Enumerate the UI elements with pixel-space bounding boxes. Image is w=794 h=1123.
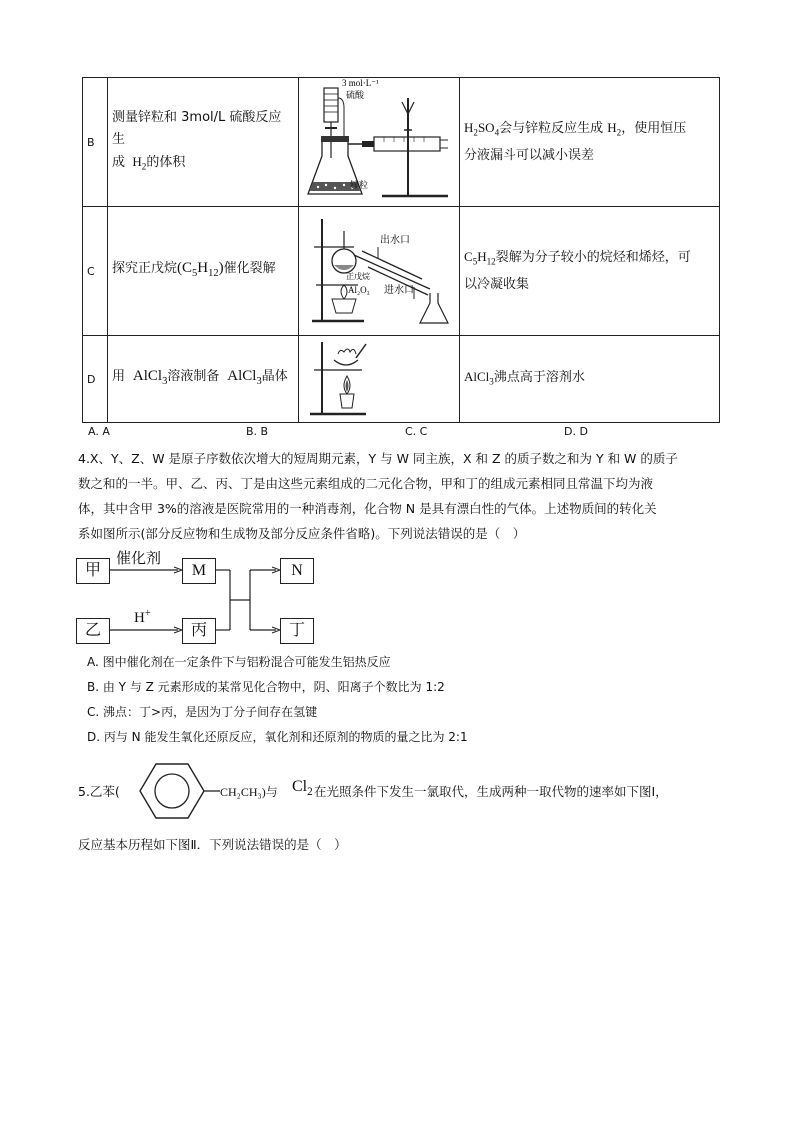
cracking-apparatus-figure	[304, 207, 454, 331]
node-jia: 甲	[76, 558, 110, 584]
concentration-label: 3 mol·L⁻¹	[342, 78, 379, 88]
table-row	[83, 336, 720, 423]
node-yi: 乙	[76, 618, 110, 644]
chlorine-formula: $Cl_2$	[292, 778, 313, 799]
gas-volume-apparatus-figure	[304, 78, 454, 202]
catalyst-label: Al₂O₃	[348, 285, 370, 295]
apparatus-figure-d	[299, 336, 460, 423]
options-table	[82, 77, 720, 423]
q5-text: 在光照条件下发生一氯取代，生成两种一取代物的速率如下图Ⅰ，	[314, 784, 668, 799]
option-a[interactable]: A. A	[88, 425, 110, 438]
node-n: N	[280, 558, 314, 584]
evaporation-apparatus-figure	[304, 336, 454, 418]
node-ding: 丁	[280, 618, 314, 644]
q4-option-d[interactable]: D. 丙与 N 能发生氧化还原反应，氧化剂和还原剂的物质的量之比为 2:1	[87, 730, 468, 744]
q4-option-b[interactable]: B. 由 Y 与 Z 元素形成的某常见化合物中，阴、阳离子个数比为 1:2	[87, 680, 445, 694]
apparatus-figure-c	[299, 207, 460, 336]
row-description: 用 AlCl$_3$溶液制备 AlCl$_3$晶体	[108, 336, 299, 423]
row-label: D	[83, 336, 108, 423]
row-explanation: $H_2SO_4$会与锌粒反应生成 $H_2$，使用恒压 分液漏斗可以减小误差	[460, 78, 720, 207]
option-d[interactable]: D. D	[564, 425, 588, 438]
row-explanation: AlCl$_3$沸点高于溶剂水	[460, 336, 720, 423]
water-inlet-label: 进水口	[384, 285, 414, 296]
acid-label: 硫酸	[346, 91, 365, 101]
ethyl-group: CH₂CH₃)与	[220, 785, 278, 799]
apparatus-figure-b	[299, 78, 460, 207]
row-description: 测量锌粒和 3mol/L 硫酸反应生 成 $H_2$的体积	[108, 78, 299, 207]
table-row	[83, 78, 720, 207]
zinc-label: 锌粒	[350, 181, 369, 191]
row-label: B	[83, 78, 108, 207]
option-c[interactable]: C. C	[405, 425, 428, 438]
row-label: C	[83, 207, 108, 336]
node-m: M	[182, 558, 216, 584]
proton-label: H+	[134, 608, 151, 626]
table-row	[83, 207, 720, 336]
benzene-ring-icon	[126, 760, 222, 822]
row-description: 探究正戊烷$(C_5H_{12})$催化裂解	[108, 207, 299, 336]
q4-option-c[interactable]: C. 沸点：丁>丙，是因为丁分子间存在氢键	[87, 705, 318, 719]
question-4-stem: 4.X、Y、Z、W 是原子序数依次增大的短周期元素，Y 与 W 同主族，X 和 Z 的质子数之和为 Y 和 W 的质子 数之和的一半。甲、乙、丙、丁是由这些元素组成的二元化合物，甲和丁的组成元素相同且常温下均为液 体，其中含甲 3%的溶液是医院常用的一种消毒剂，化合物 N 是具有漂白性的气体。上述物质间的转化关 系如图所示(部分反应物和生成物及部分反应条件省略)。下列说法错误的是（ ）	[78, 451, 678, 541]
pentane-label: 正戊烷	[346, 272, 370, 281]
catalyst-label: 催化剂	[116, 549, 162, 567]
q5-prefix: 5.乙苯(	[78, 784, 120, 799]
option-b[interactable]: B. B	[246, 425, 269, 438]
q5-line2: 反应基本历程如下图Ⅱ．下列说法错误的是（ ）	[78, 837, 347, 852]
node-bing: 丙	[182, 618, 216, 644]
row-explanation: $C_5H_{12}$裂解为分子较小的烷烃和烯烃，可 以冷凝收集	[460, 207, 720, 336]
q4-option-a[interactable]: A. 图中催化剂在一定条件下与铝粉混合可能发生铝热反应	[87, 655, 391, 669]
water-outlet-label: 出水口	[380, 235, 410, 246]
